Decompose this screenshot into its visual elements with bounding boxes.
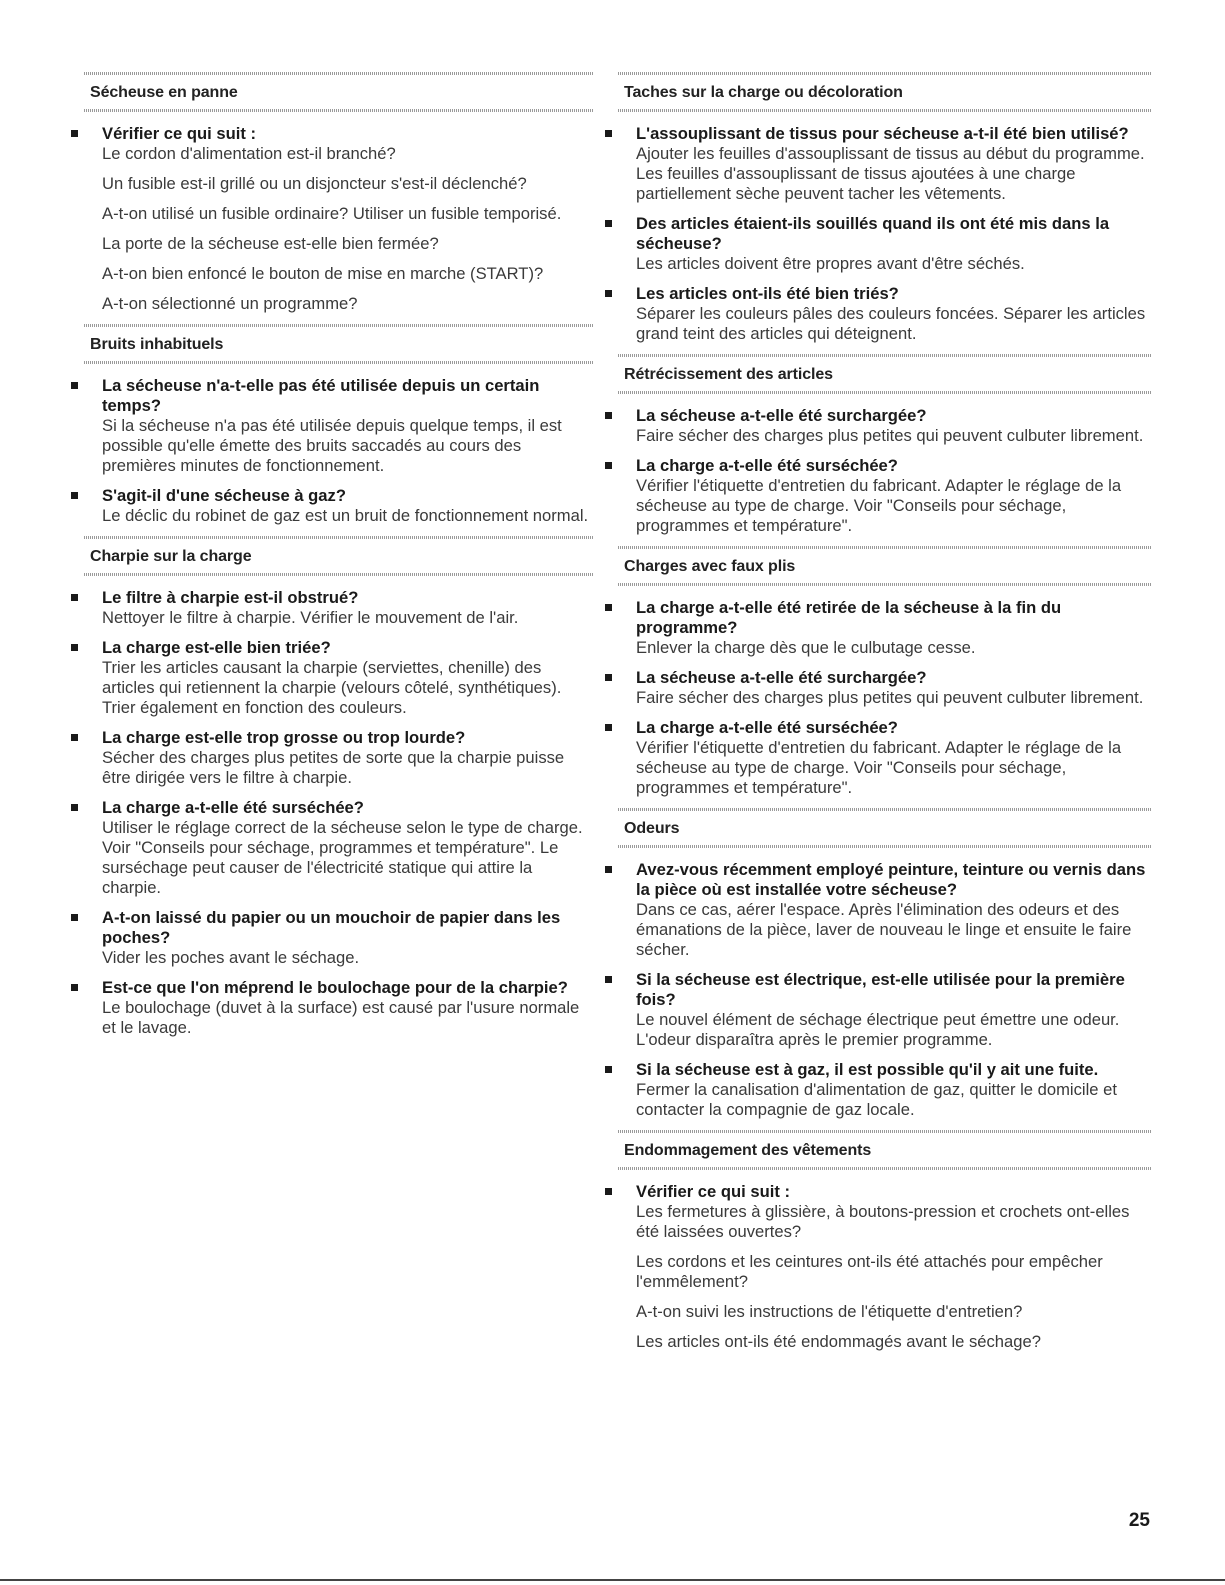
section-title: Charpie sur la charge — [88, 536, 593, 576]
item-list — [88, 588, 593, 1038]
square-bullet-icon — [605, 604, 612, 611]
section-title: Odeurs — [622, 808, 1152, 848]
list-item — [88, 486, 593, 526]
answer-text: Les articles ont-ils été endommagés avant le séchage? — [636, 1332, 1041, 1351]
answer-text: A-t-on sélectionné un programme? — [102, 294, 358, 313]
square-bullet-icon — [605, 674, 612, 681]
square-bullet-icon — [605, 1066, 612, 1073]
question-text: A-t-on laissé du papier ou un mouchoir de papier dans les poches? — [102, 908, 561, 947]
answer-text: Le cordon d'alimentation est-il branché? — [102, 144, 396, 163]
question-text: La charge a-t-elle été surséchée? — [102, 798, 364, 817]
troubleshooting-section — [88, 536, 593, 1038]
list-item — [622, 970, 1152, 1050]
bottom-rule — [0, 1579, 1225, 1581]
section-title: Taches sur la charge ou décoloration — [622, 72, 1152, 112]
square-bullet-icon — [605, 866, 612, 873]
list-item — [622, 284, 1152, 344]
list-item — [622, 214, 1152, 274]
list-item — [622, 718, 1152, 798]
question-text: Le filtre à charpie est-il obstrué? — [102, 588, 359, 607]
question-text: L'assouplissant de tissus pour sécheuse a-t-il été bien utilisé? — [636, 124, 1129, 143]
item-list — [88, 376, 593, 526]
item-list — [88, 124, 593, 314]
troubleshooting-section — [622, 354, 1152, 536]
list-item — [622, 598, 1152, 658]
question-text: La sécheuse n'a-t-elle pas été utilisée depuis un certain temps? — [102, 376, 540, 415]
question-text: Vérifier ce qui suit : — [636, 1182, 790, 1201]
question-text: Est-ce que l'on méprend le boulochage pour de la charpie? — [102, 978, 568, 997]
troubleshooting-section — [622, 546, 1152, 798]
list-item — [622, 668, 1152, 708]
item-list — [622, 124, 1152, 344]
list-item — [88, 638, 593, 718]
question-text: La sécheuse a-t-elle été surchargée? — [636, 668, 927, 687]
troubleshooting-section — [88, 324, 593, 526]
answer-text: Trier les articles causant la charpie (serviettes, chenille) des articles qui retiennent la charpie (velours côtelé, synthétiques). Trier également en fonction des couleurs. — [102, 658, 562, 717]
list-item — [622, 1182, 1152, 1352]
answer-text: Vérifier l'étiquette d'entretien du fabricant. Adapter le réglage de la sécheuse au type de charge. Voir "Conseils pour séchage, programmes et température". — [636, 738, 1122, 797]
answer-text: Faire sécher des charges plus petites qui peuvent culbuter librement. — [636, 426, 1144, 445]
answer-text: Vider les poches avant le séchage. — [102, 948, 360, 967]
list-item — [622, 456, 1152, 536]
answer-text: A-t-on utilisé un fusible ordinaire? Utiliser un fusible temporisé. — [102, 204, 562, 223]
section-title: Bruits inhabituels — [88, 324, 593, 364]
list-item — [88, 908, 593, 968]
question-text: Des articles étaient-ils souillés quand ils ont été mis dans la sécheuse? — [636, 214, 1110, 253]
item-list — [622, 1182, 1152, 1352]
square-bullet-icon — [71, 914, 78, 921]
troubleshooting-section — [88, 72, 593, 314]
answer-text: Un fusible est-il grillé ou un disjoncteur s'est-il déclenché? — [102, 174, 527, 193]
square-bullet-icon — [71, 644, 78, 651]
list-item — [622, 124, 1152, 204]
square-bullet-icon — [71, 130, 78, 137]
answer-text: Les fermetures à glissière, à boutons-pression et crochets ont-elles été laissées ouvertes? — [636, 1202, 1130, 1241]
list-item — [88, 124, 593, 314]
square-bullet-icon — [605, 130, 612, 137]
answer-text: Séparer les couleurs pâles des couleurs foncées. Séparer les articles grand teint des articles qui déteignent. — [636, 304, 1146, 343]
square-bullet-icon — [605, 462, 612, 469]
question-text: La charge a-t-elle été retirée de la sécheuse à la fin du programme? — [636, 598, 1062, 637]
troubleshooting-section — [622, 1130, 1152, 1352]
square-bullet-icon — [71, 594, 78, 601]
list-item — [88, 798, 593, 898]
list-item — [88, 728, 593, 788]
question-text: La charge a-t-elle été surséchée? — [636, 718, 898, 737]
answer-text: Fermer la canalisation d'alimentation de gaz, quitter le domicile et contacter la compagnie de gaz locale. — [636, 1080, 1117, 1119]
item-list — [622, 598, 1152, 798]
answer-text: Sécher des charges plus petites de sorte que la charpie puisse être dirigée vers le filtre à charpie. — [102, 748, 565, 787]
square-bullet-icon — [605, 1188, 612, 1195]
question-text: Les articles ont-ils été bien triés? — [636, 284, 899, 303]
right-column — [622, 72, 1152, 1362]
answer-text: Le boulochage (duvet à la surface) est causé par l'usure normale et le lavage. — [102, 998, 580, 1037]
list-item — [88, 588, 593, 628]
answer-text: Le nouvel élément de séchage électrique peut émettre une odeur. L'odeur disparaîtra après le premier programme. — [636, 1010, 1120, 1049]
square-bullet-icon — [71, 734, 78, 741]
list-item — [622, 406, 1152, 446]
square-bullet-icon — [71, 984, 78, 991]
square-bullet-icon — [71, 382, 78, 389]
troubleshooting-section — [622, 72, 1152, 344]
list-item — [622, 1060, 1152, 1120]
question-text: Avez-vous récemment employé peinture, teinture ou vernis dans la pièce où est installée votre sécheuse? — [636, 860, 1146, 899]
answer-text: Utiliser le réglage correct de la sécheuse selon le type de charge. Voir "Conseils pour séchage, programmes et température". Le surséchage peut causer de l'électricité statique qui attire la charpie. — [102, 818, 583, 897]
question-text: La charge est-elle trop grosse ou trop lourde? — [102, 728, 466, 747]
section-title: Sécheuse en panne — [88, 72, 593, 112]
answer-text: Enlever la charge dès que le culbutage cesse. — [636, 638, 976, 657]
question-text: La charge a-t-elle été surséchée? — [636, 456, 898, 475]
answer-text: Ajouter les feuilles d'assouplissant de tissus au début du programme. Les feuilles d'assouplissant de tissus ajoutées à une charge partiellement sèche peuvent tacher les vêtements. — [636, 144, 1145, 203]
left-column — [88, 72, 593, 1048]
answer-text: Si la sécheuse n'a pas été utilisée depuis quelque temps, il est possible qu'elle émette des bruits saccadés au cours des premières minutes de fonctionnement. — [102, 416, 562, 475]
square-bullet-icon — [605, 290, 612, 297]
question-text: Si la sécheuse est à gaz, il est possible qu'il y ait une fuite. — [636, 1060, 1099, 1079]
answer-text: Nettoyer le filtre à charpie. Vérifier le mouvement de l'air. — [102, 608, 519, 627]
page-number: 25 — [1128, 1510, 1150, 1531]
answer-text: Les cordons et les ceintures ont-ils été attachés pour empêcher l'emmêlement? — [636, 1252, 1103, 1291]
question-text: Vérifier ce qui suit : — [102, 124, 256, 143]
list-item — [88, 978, 593, 1038]
item-list — [622, 406, 1152, 536]
section-title: Rétrécissement des articles — [622, 354, 1152, 394]
answer-text: Vérifier l'étiquette d'entretien du fabricant. Adapter le réglage de la sécheuse au type de charge. Voir "Conseils pour séchage, programmes et température". — [636, 476, 1122, 535]
list-item — [88, 376, 593, 476]
list-item — [622, 860, 1152, 960]
question-text: Si la sécheuse est électrique, est-elle utilisée pour la première fois? — [636, 970, 1125, 1009]
square-bullet-icon — [71, 804, 78, 811]
question-text: La charge est-elle bien triée? — [102, 638, 331, 657]
answer-text: Faire sécher des charges plus petites qui peuvent culbuter librement. — [636, 688, 1144, 707]
troubleshooting-section — [622, 808, 1152, 1120]
question-text: S'agit-il d'une sécheuse à gaz? — [102, 486, 346, 505]
item-list — [622, 860, 1152, 1120]
square-bullet-icon — [71, 492, 78, 499]
section-title: Charges avec faux plis — [622, 546, 1152, 586]
answer-text: La porte de la sécheuse est-elle bien fermée? — [102, 234, 439, 253]
section-title: Endommagement des vêtements — [622, 1130, 1152, 1170]
square-bullet-icon — [605, 976, 612, 983]
square-bullet-icon — [605, 412, 612, 419]
answer-text: A-t-on bien enfoncé le bouton de mise en marche (START)? — [102, 264, 544, 283]
answer-text: A-t-on suivi les instructions de l'étiquette d'entretien? — [636, 1302, 1023, 1321]
answer-text: Le déclic du robinet de gaz est un bruit de fonctionnement normal. — [102, 506, 589, 525]
square-bullet-icon — [605, 220, 612, 227]
answer-text: Les articles doivent être propres avant d'être séchés. — [636, 254, 1025, 273]
answer-text: Dans ce cas, aérer l'espace. Après l'élimination des odeurs et des émanations de la pièce, laver de nouveau le linge et ensuite le faire sécher. — [636, 900, 1132, 959]
square-bullet-icon — [605, 724, 612, 731]
question-text: La sécheuse a-t-elle été surchargée? — [636, 406, 927, 425]
